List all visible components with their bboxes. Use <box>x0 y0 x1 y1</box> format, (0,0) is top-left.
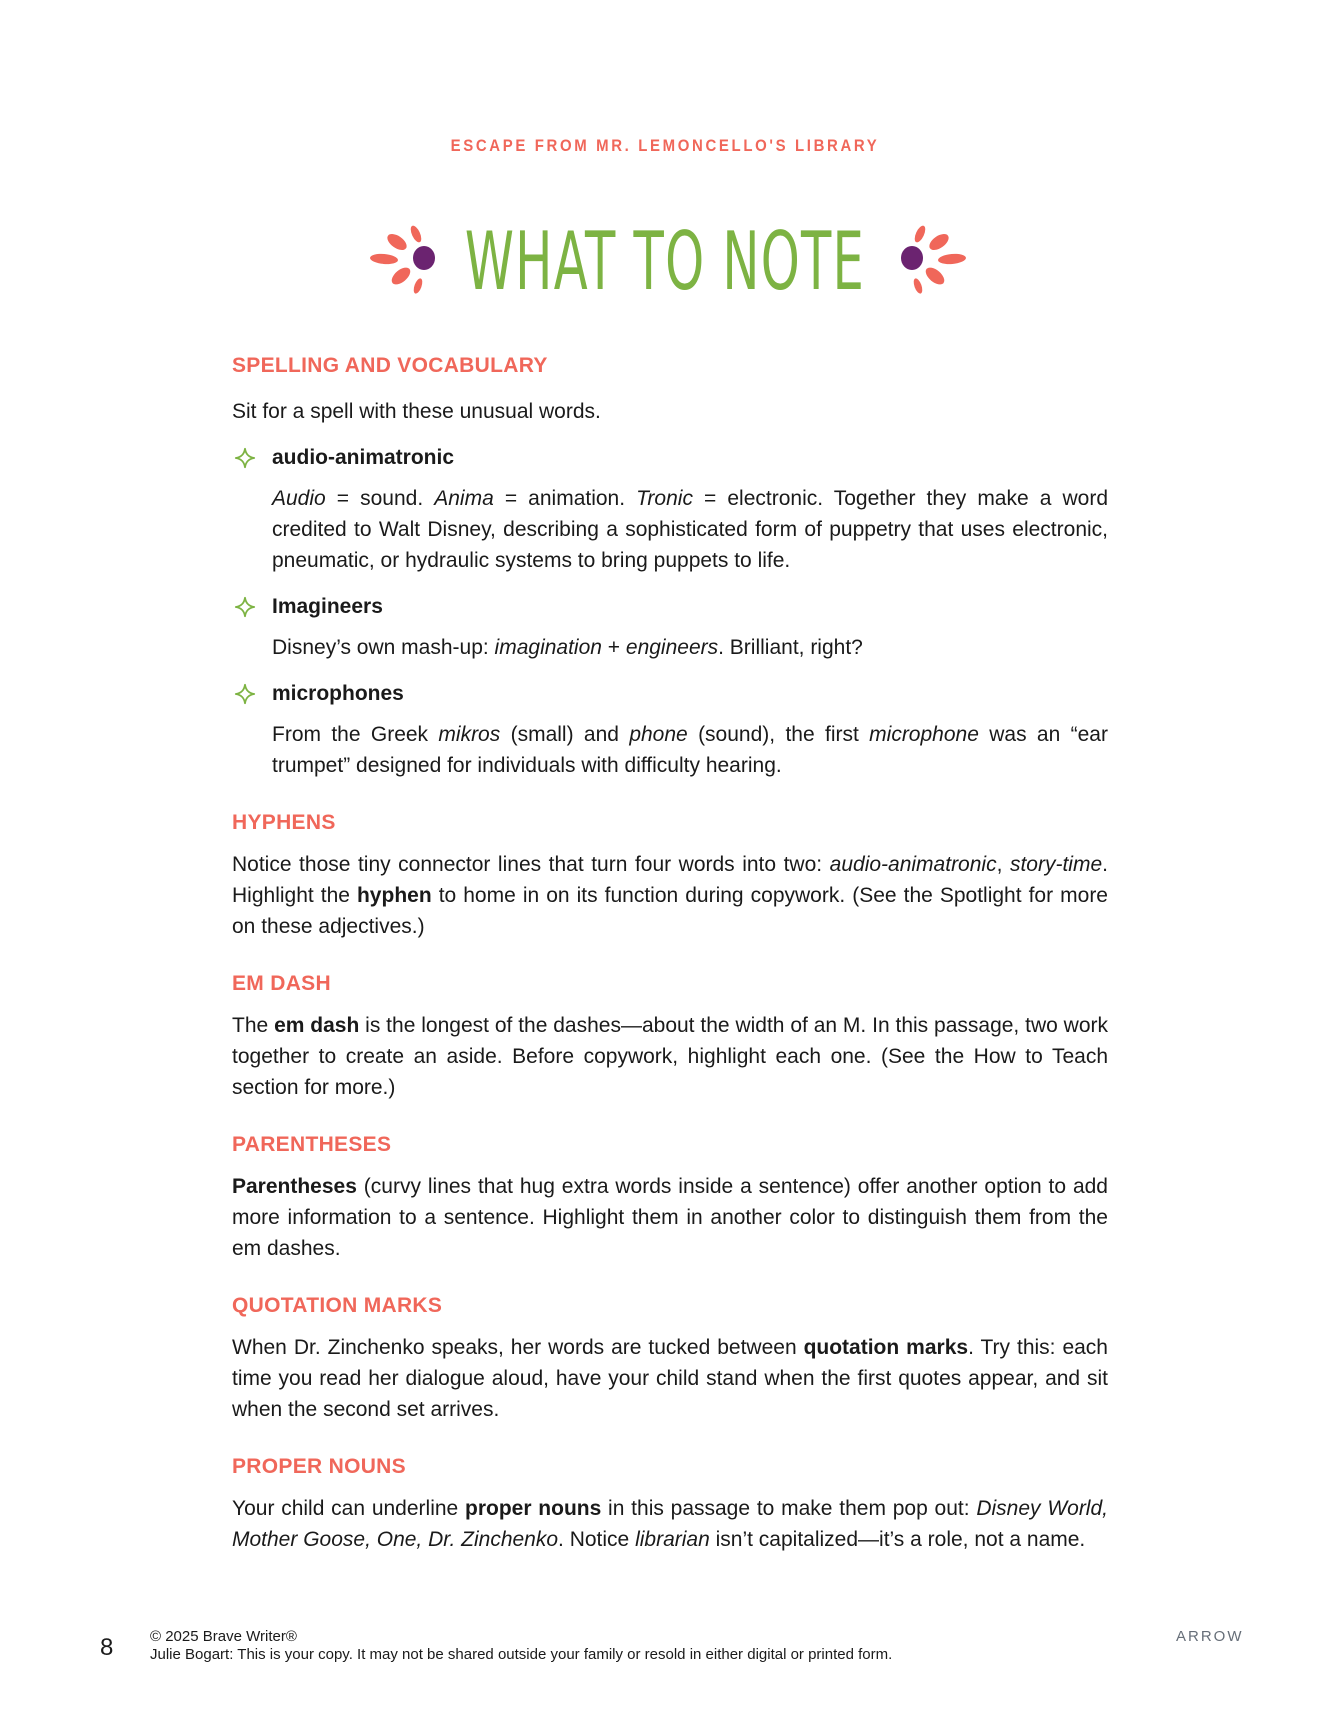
vocab-term-row <box>232 443 1108 473</box>
vocab-item <box>232 679 1108 781</box>
diamond-sparkle-icon <box>232 447 272 469</box>
vocab-term: microphones <box>272 682 404 705</box>
main-content <box>232 354 1108 1555</box>
text-run: Notice those tiny connector lines that turn four words into two: <box>232 853 830 876</box>
italic-term: imagination <box>494 636 602 659</box>
italic-term: Tronic <box>636 487 693 510</box>
section-body <box>232 1010 1108 1103</box>
page-number: 8 <box>100 1634 114 1661</box>
vocab-term-row <box>232 592 1108 622</box>
title-row <box>0 212 1330 312</box>
italic-term: audio-animatronic <box>829 853 997 876</box>
italic-term: mikros <box>438 723 501 746</box>
section-body <box>232 1493 1108 1555</box>
section-heading: QUOTATION MARKS <box>232 1294 443 1317</box>
vocab-definition <box>272 719 1108 781</box>
italic-term: microphone <box>869 723 979 746</box>
series-title: ESCAPE FROM MR. LEMONCELLO'S LIBRARY <box>450 136 880 155</box>
text-run: to home in on its function during copywork. (See the Spotlight for more on these adjectives.) <box>232 884 1108 938</box>
diamond-sparkle-icon <box>232 683 272 705</box>
diamond-sparkle-icon <box>232 596 272 618</box>
text-run: = animation. <box>493 487 637 510</box>
vocab-term: audio-animatronic <box>272 446 455 469</box>
text-run: . Notice <box>558 1528 636 1551</box>
section-body <box>232 1171 1108 1264</box>
section-em-dash <box>232 972 1108 1103</box>
section-heading: EM DASH <box>232 972 331 995</box>
text-run: was an “ear trumpet” designed for individuals with difficulty hearing. <box>272 723 1108 777</box>
section-proper-nouns <box>232 1455 1108 1555</box>
section-heading: PARENTHESES <box>232 1133 392 1156</box>
vocab-term: Imagineers <box>272 595 383 618</box>
section-heading: HYPHENS <box>232 811 336 834</box>
section-quotation-marks <box>232 1294 1108 1425</box>
text-run: (curvy lines that hug extra words inside a sentence) offer another option to add more information to a sentence. Highlight them in another color to distinguish them from the em dashes. <box>232 1175 1108 1260</box>
text-run: . Highlight the <box>232 853 1108 907</box>
text-run: When Dr. Zinchenko speaks, her words are tucked between <box>232 1336 804 1359</box>
brand-logo: ARROW <box>1176 1628 1244 1645</box>
text-run: . Brilliant, right? <box>718 636 863 659</box>
bold-term: quotation marks <box>803 1336 969 1359</box>
text-run: From the Greek <box>272 723 439 746</box>
page-title: WHAT TO NOTE <box>464 215 866 308</box>
text-run: (small) and <box>500 723 630 746</box>
section-parentheses <box>232 1133 1108 1264</box>
flower-burst-icon <box>892 224 972 304</box>
section-heading-spelling: SPELLING AND VOCABULARY <box>232 354 548 377</box>
text-run: + <box>601 636 626 659</box>
footer-text <box>150 1628 892 1664</box>
italic-term: Anima <box>434 487 494 510</box>
text-run: = sound. <box>325 487 435 510</box>
text-run: The <box>232 1014 275 1037</box>
text-run: = electronic. Together they make a word credited to Walt Disney, describing a sophisticated form of puppetry that uses electronic, pneumatic, or hydraulic systems to bring puppets to life. <box>272 487 1109 572</box>
bold-term: em dash <box>274 1014 360 1037</box>
vocab-item <box>232 443 1108 576</box>
vocab-definition <box>272 483 1108 576</box>
text-run: in this passage to make them pop out: <box>601 1497 977 1520</box>
spelling-intro: Sit for a spell with these unusual words. <box>232 400 601 423</box>
italic-term: engineers <box>625 636 719 659</box>
vocab-item <box>232 592 1108 663</box>
sections <box>232 811 1108 1555</box>
text-run: Disney’s own mash-up: <box>272 636 495 659</box>
copyright: © 2025 Brave Writer® <box>150 1628 297 1645</box>
text-run: is the longest of the dashes—about the width of an M. In this passage, two work together to create an aside. Before copywork, highlight each one. (See the How to Teach section for more.) <box>232 1014 1108 1099</box>
section-body <box>232 849 1108 942</box>
vocab-term-row <box>232 679 1108 709</box>
license-notice: Julie Bogart: This is your copy. It may not be shared outside your family or resold in either digital or printed form. <box>150 1646 893 1663</box>
section-hyphens <box>232 811 1108 942</box>
text-run: , <box>996 853 1010 876</box>
text-run: isn’t capitalized—it’s a role, not a name. <box>709 1528 1086 1551</box>
vocab-definition <box>272 632 1108 663</box>
section-body <box>232 1332 1108 1425</box>
text-run: (sound), the first <box>687 723 870 746</box>
bold-term: proper nouns <box>465 1497 602 1520</box>
text-run: Your child can underline <box>232 1497 465 1520</box>
bold-term: Parentheses <box>232 1175 357 1198</box>
text-run: . Try this: each time you read her dialogue aloud, have your child stand when the first quotes appear, and sit when the second set arrives. <box>232 1336 1108 1421</box>
italic-term: Audio <box>272 487 326 510</box>
italic-term: librarian <box>635 1528 710 1551</box>
vocab-list <box>232 443 1108 781</box>
section-heading: PROPER NOUNS <box>232 1455 406 1478</box>
italic-term: Disney World, Mother Goose, One, Dr. Zinchenko <box>232 1497 1108 1551</box>
bold-term: hyphen <box>356 884 432 907</box>
italic-term: phone <box>629 723 688 746</box>
italic-term: story-time <box>1009 853 1103 876</box>
